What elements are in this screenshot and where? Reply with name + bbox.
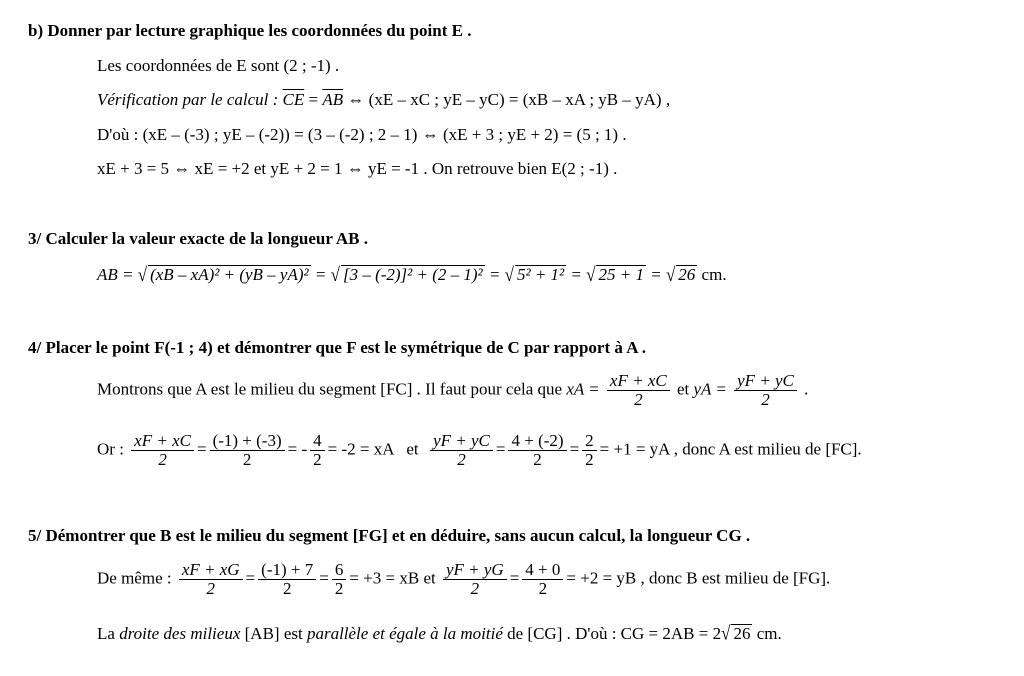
fraction-x-2: $\frac{(-1) + (-3)}{2}$ [210, 432, 285, 469]
q5-conclusion-line: La droite des milieux [AB] est parallèle et égale à la moitié de [CG] . D'où : CG = 2AB = 2√ 26 cm. [97, 623, 782, 645]
xa-label: xA = [566, 379, 600, 399]
vector-ce: $\overline{CE}$ [282, 90, 305, 109]
question-4-heading: 4/ Placer le point F(-1 ; 4) et démontrer que F est le symétrique de C par rapport à A . [28, 338, 647, 357]
fraction-y-2: $\frac{4 + (-2)}{2}$ [508, 432, 566, 469]
sqrt-icon: √ [330, 263, 340, 286]
question-5-heading: 5/ Démontrer que B est le milieu du segment [FG] et en déduire, sans aucun calcul, la longueur CG . [28, 526, 751, 545]
result-E-line: xE + 3 = 5 ⇔ xE = +2 et yE + 2 = 1 ⇔ yE = -1 . On retrouve bien E(2 ; -1) . [97, 159, 618, 178]
radicand-4: 25 + 1 [598, 265, 644, 284]
droite-des-milieux: droite des milieux [119, 624, 241, 643]
fraction-xa: $\frac{xF + xC}{2}$ [607, 372, 670, 409]
radicand-2: [3 – (-2)]² + (2 – 1)² [342, 265, 483, 284]
question-b-heading: b) Donner par lecture graphique les coordonnées du point E . [28, 21, 472, 40]
et-word: et [406, 439, 419, 459]
or-label: Or : [97, 439, 124, 459]
fraction-ya: $\frac{yF + yC}{2}$ [734, 372, 797, 409]
unit-cm: cm. [756, 624, 782, 643]
cg-result: de [CG] . D'où : CG = 2AB = 2 [507, 624, 722, 643]
q4-condition-line: Montrons que A est le milieu du segment [FC] . Il faut pour cela que xA = $\frac{xF + xC}{2}$ et yA = $\frac{yF + yC}{2}$ . [97, 371, 809, 409]
ab-length-formula: AB = √ (xB – xA)² + (yB – yA)² = √ [3 – (-2)]² + (2 – 1)² = √ 5² + 1² = √ 25 + 1 = √ 26 cm. [97, 264, 727, 286]
fraction-y-1: $\frac{yF + yC}{2}$ [430, 432, 493, 469]
xb-result: = +3 = xB et [349, 568, 436, 588]
verification-line: Vérification par le calcul : $\overline{CE} = \overline{AB}$ ⇔ (xE – xC ; yE – yC) = (xB – xA ; yB – yA) , [97, 90, 671, 109]
ya-result: = +1 = yA , donc A est milieu de [FC]. [599, 439, 862, 459]
q4-condition-text: Montrons que A est le milieu du segment [FC] . Il faut pour cela que [97, 379, 563, 399]
radicand-3: 5² + 1² [516, 265, 565, 284]
d-ou-line: D'où : (xE – (-3) ; yE – (-2)) = (3 – (-2) ; 2 – 1) ⇔ (xE + 3 ; yE + 2) = (5 ; 1) . [97, 125, 627, 144]
xa-result: = -2 = xA [327, 439, 394, 459]
fraction-yg-1: $\frac{yF + yG}{2}$ [443, 561, 507, 598]
yb-result: = +2 = yB , donc B est milieu de [FG]. [566, 568, 831, 588]
ya-label: yA = [693, 379, 727, 399]
radicand-1: (xB – xA)² + (yB – yA)² [150, 265, 309, 284]
vector-ab: $\overline{AB}$ [322, 90, 344, 109]
q4-computation-line: Or : $\frac{xF + xC}{2}$ = $\frac{(-1) + (-3)}{2}$ = - $\frac{4}{2}$ = -2 = xA et $\frac{yF + yC}{2}$ = $\frac{4 + (-2)}{2}$ = $\frac{2}{2}$ = +1 = yA , donc A est milieu de [FC]. [97, 431, 862, 469]
fraction-xg-3: $\frac{6}{2}$ [332, 561, 347, 598]
sqrt-icon: √ [586, 263, 596, 286]
sqrt-icon: √ [504, 263, 514, 286]
ab-lhs: AB = [97, 265, 134, 284]
sqrt-icon: √ [721, 622, 731, 645]
q5-computation-line: De même : $\frac{xF + xG}{2}$ = $\frac{(-1) + 7}{2}$ = $\frac{6}{2}$ = +3 = xB et $\frac{yF + yG}{2}$ = $\frac{4 + 0}{2}$ = +2 = yB , donc B est milieu de [FG]. [97, 560, 831, 598]
fraction-xg-1: $\frac{xF + xG}{2}$ [179, 561, 243, 598]
fraction-xg-2: $\frac{(-1) + 7}{2}$ [258, 561, 316, 598]
sqrt-icon: √ [137, 263, 148, 286]
fraction-yg-2: $\frac{4 + 0}{2}$ [522, 561, 563, 598]
unit-cm: cm. [701, 265, 727, 284]
verification-label: Vérification par le calcul : [97, 90, 279, 109]
fraction-x-1: $\frac{xF + xC}{2}$ [131, 432, 194, 469]
parallele-text: parallèle et égale à la moitié [306, 624, 503, 643]
radicand-5: 26 [678, 265, 696, 284]
fraction-x-3: $\frac{4}{2}$ [310, 432, 325, 469]
question-3-heading: 3/ Calculer la valeur exacte de la longueur AB . [28, 229, 368, 248]
radicand-26: 26 [733, 624, 751, 643]
fraction-y-3: $\frac{2}{2}$ [582, 432, 597, 469]
verification-equation: ⇔ (xE – xC ; yE – yC) = (xB – xA ; yB – yA) , [347, 90, 671, 109]
de-meme-label: De même : [97, 568, 172, 588]
coordinates-of-E: Les coordonnées de E sont (2 ; -1) . [97, 56, 340, 75]
et-word: et [676, 379, 690, 399]
sqrt-icon: √ [665, 263, 676, 286]
